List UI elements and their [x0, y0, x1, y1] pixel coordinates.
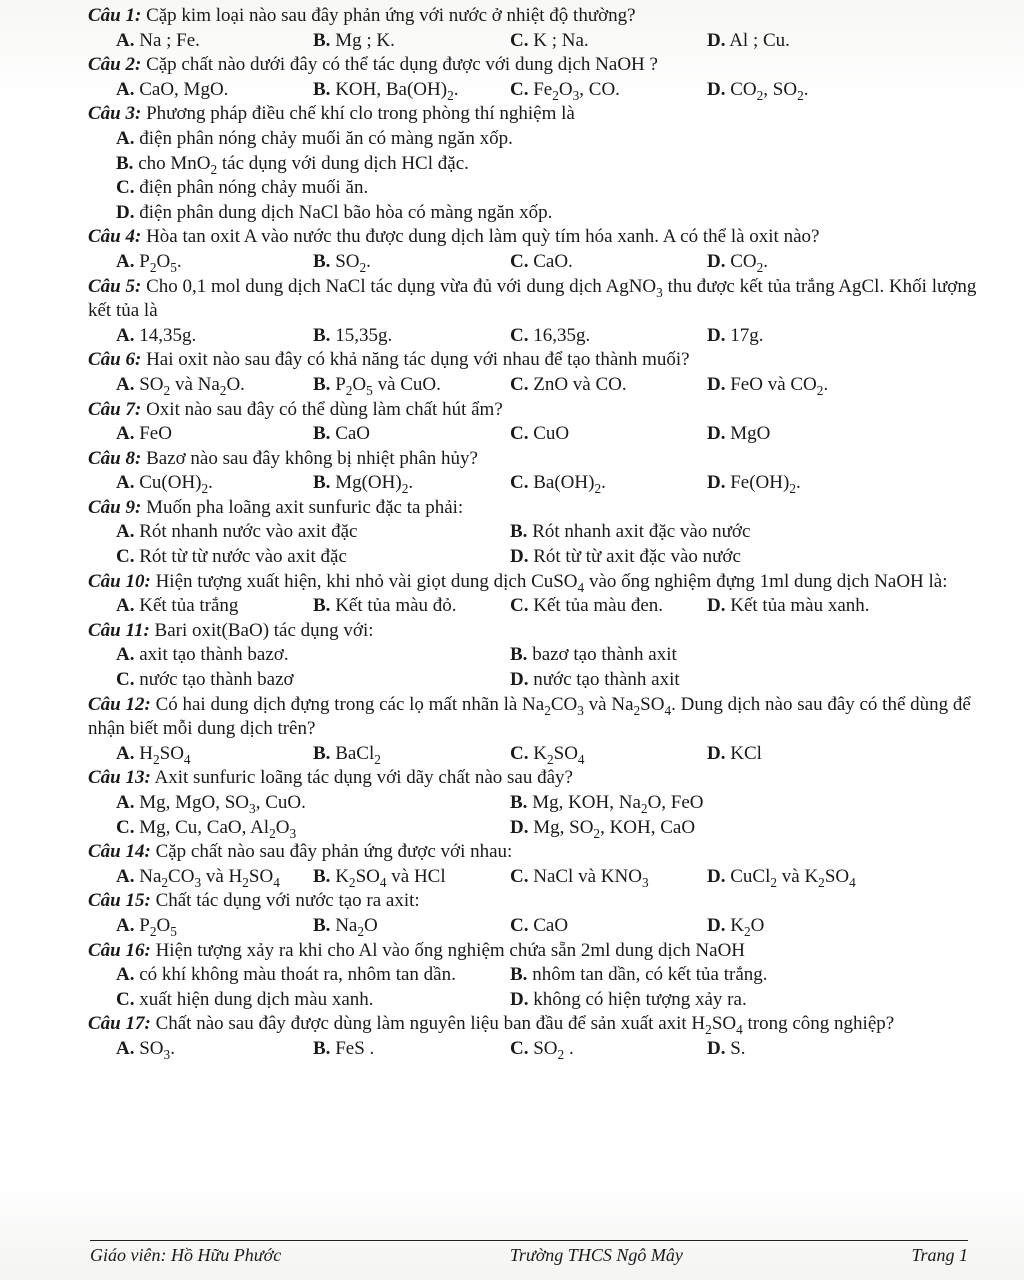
answer-option-d — [707, 324, 904, 349]
answer-option-c — [510, 865, 707, 890]
option-key: C. — [116, 669, 135, 691]
answer-option-b — [313, 250, 510, 275]
question-list — [88, 4, 978, 1062]
question-text: Bazơ nào sau đây không bị nhiệt phân hủy? — [146, 447, 478, 469]
answer-option-d — [707, 742, 904, 767]
question-label: Câu 13: — [88, 767, 151, 789]
answer-option-b — [313, 324, 510, 349]
question-label: Câu 5: — [88, 275, 142, 297]
question-17 — [88, 1012, 978, 1061]
answer-option-d — [707, 914, 904, 939]
question-text: Chất tác dụng với nước tạo ra axit: — [155, 890, 420, 912]
option-text: có khí không màu thoát ra, nhôm tan dần. — [139, 964, 456, 986]
question-label: Câu 6: — [88, 349, 142, 371]
option-key: A. — [116, 1037, 135, 1059]
option-key: B. — [313, 865, 331, 887]
option-key: C. — [116, 546, 135, 568]
option-text: Al ; Cu. — [729, 29, 790, 51]
answer-options — [116, 78, 978, 103]
option-key: D. — [707, 78, 726, 100]
option-key: A. — [116, 521, 135, 543]
option-text: FeO — [139, 423, 172, 445]
question-text: Muốn pha loãng axit sunfuric đặc ta phải: — [146, 496, 464, 518]
option-key: C. — [116, 988, 135, 1010]
option-key: C. — [116, 177, 135, 199]
question-label: Câu 7: — [88, 398, 142, 420]
answer-option-a — [116, 742, 313, 767]
question-text: Oxit nào sau đây có thể dùng làm chất hút ẩm? — [146, 398, 503, 420]
answer-option-a — [116, 422, 313, 447]
option-text: điện phân dung dịch NaCl bão hòa có màng ngăn xốp. — [139, 201, 553, 223]
option-text: Mg, Cu, CaO, $Al_2O_3$ — [139, 816, 297, 841]
option-key: D. — [707, 865, 726, 887]
question-text: Chất nào sau đây được dùng làm nguyên liệu ban đầu để sản xuất axit $H_2SO_4$ trong công nghiệp? — [155, 1013, 895, 1038]
option-key: B. — [313, 472, 331, 494]
answer-options — [116, 127, 978, 225]
answer-option-a — [116, 643, 510, 668]
question-5 — [88, 275, 978, 349]
option-key: C. — [510, 472, 529, 494]
option-text: NaCl và $KNO_3$ — [533, 865, 649, 890]
answer-option-b — [510, 963, 904, 988]
question-stem — [88, 102, 978, 127]
answer-option-b — [313, 29, 510, 54]
question-stem — [88, 225, 978, 250]
option-key: A. — [116, 595, 135, 617]
question-label: Câu 4: — [88, 226, 142, 248]
answer-options — [116, 865, 978, 890]
question-stem — [88, 840, 978, 865]
option-text: $Na_2CO_3$ và $H_2SO_4$ — [139, 865, 280, 890]
option-text: K ; Na. — [533, 29, 589, 51]
option-text: Rót từ từ axit đặc vào nước — [533, 546, 741, 568]
answer-option-b — [313, 373, 510, 398]
question-text: Cặp chất nào sau đây phản ứng được với nhau: — [155, 841, 513, 863]
answer-option-a — [116, 471, 313, 496]
option-key: C. — [510, 29, 529, 51]
option-text: 17g. — [730, 324, 764, 346]
option-text: Rót nhanh axit đặc vào nước — [532, 521, 751, 543]
answer-option-b — [510, 791, 904, 816]
option-text: nước tạo thành bazơ — [139, 669, 294, 691]
option-key: C. — [510, 595, 529, 617]
answer-option-a — [116, 791, 510, 816]
option-key: C. — [510, 423, 529, 445]
question-stem — [88, 496, 978, 521]
option-text: $Na_2O$ — [335, 914, 378, 939]
question-text: Có hai dung dịch đựng trong các lọ mất nhãn là $Na_2CO_3$ và $Na_2SO_4$. Dung dịch nào sau đây có thể dùng để nhận biết mỗi dung dịch trên? — [88, 693, 971, 740]
question-stem — [88, 693, 978, 742]
option-key: B. — [313, 29, 331, 51]
option-text: $Mg(OH)_2$. — [335, 472, 414, 497]
question-16 — [88, 939, 978, 1013]
question-text: Axit sunfuric loãng tác dụng với dãy chất nào sau đây? — [154, 767, 573, 789]
answer-options — [116, 520, 978, 569]
option-key: B. — [313, 373, 331, 395]
option-text: xuất hiện dung dịch màu xanh. — [139, 988, 374, 1010]
option-text: Na ; Fe. — [139, 29, 200, 51]
question-3 — [88, 102, 978, 225]
answer-option-d — [707, 29, 904, 54]
option-key: D. — [510, 669, 529, 691]
question-label: Câu 8: — [88, 447, 142, 469]
question-stem — [88, 4, 978, 29]
answer-option-a — [116, 250, 313, 275]
option-text: CuO — [533, 423, 570, 445]
answer-option-a — [116, 963, 510, 988]
option-key: D. — [707, 29, 726, 51]
answer-option-c — [510, 324, 707, 349]
answer-option-c — [116, 668, 510, 693]
option-key: A. — [116, 792, 135, 813]
option-key: D. — [707, 324, 726, 346]
question-stem — [88, 348, 978, 373]
question-text: Hiện tượng xuất hiện, khi nhỏ vài giọt dung dịch CuSO$_4$ vào ống nghiệm đựng 1ml dung dịch NaOH là: — [155, 570, 948, 595]
answer-option-b — [313, 1037, 510, 1062]
option-key: B. — [313, 1037, 331, 1059]
answer-option-a — [116, 78, 313, 103]
option-text: CuCl$_2$ và $K_2SO_4$ — [730, 865, 856, 890]
answer-options — [116, 324, 978, 349]
option-text: $H_2SO_4$ — [139, 742, 191, 767]
option-text: axit tạo thành bazơ. — [139, 644, 289, 666]
question-2 — [88, 53, 978, 102]
option-key: B. — [510, 644, 528, 666]
option-text: $CO_2$. — [730, 250, 769, 275]
option-key: A. — [116, 29, 135, 51]
option-text: FeO và $CO_2$. — [730, 373, 829, 398]
question-8 — [88, 447, 978, 496]
question-4 — [88, 225, 978, 274]
option-key: B. — [510, 964, 528, 986]
answer-options — [116, 914, 978, 939]
question-text: Hòa tan oxit A vào nước thu được dung dịch làm quỳ tím hóa xanh. A có thể là oxit nào? — [146, 226, 820, 248]
answer-option-b — [510, 643, 904, 668]
option-text: $SO_2$ . — [533, 1037, 574, 1062]
question-text: Hai oxit nào sau đây có khả năng tác dụng với nhau để tạo thành muối? — [146, 349, 690, 371]
answer-option-a — [116, 520, 510, 545]
footer-school: Trường THCS Ngô Mây — [509, 1245, 683, 1265]
question-label: Câu 2: — [88, 54, 142, 76]
option-key: B. — [510, 792, 528, 813]
answer-option-b — [116, 152, 978, 177]
option-text: S. — [730, 1037, 746, 1059]
option-key: B. — [313, 595, 331, 617]
answer-option-c — [510, 422, 707, 447]
option-text: $SO_2$. — [335, 250, 371, 275]
option-key: C. — [510, 865, 529, 887]
answer-option-b — [313, 78, 510, 103]
question-stem — [88, 766, 978, 791]
option-key: A. — [116, 914, 135, 936]
option-text: MgO — [730, 423, 771, 445]
answer-option-a — [116, 914, 313, 939]
answer-options — [116, 742, 978, 767]
answer-option-b — [313, 865, 510, 890]
option-key: A. — [116, 865, 135, 887]
answer-options — [116, 422, 978, 447]
option-key: D. — [707, 472, 726, 494]
option-text: nước tạo thành axit — [533, 669, 680, 691]
question-text: Cặp kim loại nào sau đây phản ứng với nước ở nhiệt độ thường? — [146, 5, 636, 26]
option-key: D. — [707, 423, 726, 445]
option-key: B. — [313, 742, 331, 764]
option-text: Rót nhanh nước vào axit đặc — [139, 521, 358, 543]
option-key: B. — [313, 324, 331, 346]
answer-option-a — [116, 127, 978, 152]
question-11 — [88, 619, 978, 693]
question-label: Câu 12: — [88, 693, 151, 715]
option-text: KOH, $Ba(OH)_2$. — [335, 78, 459, 103]
answer-options — [116, 594, 978, 619]
option-key: A. — [116, 964, 135, 986]
question-text: Cho 0,1 mol dung dịch NaCl tác dụng vừa đủ với dung dịch AgNO$_3$ thu được kết tủa trắng AgCl. Khối lượng kết tủa là — [88, 275, 977, 322]
option-text: $SO_2$ và $Na_2O$. — [139, 373, 245, 398]
answer-option-d — [510, 816, 904, 841]
answer-options — [116, 29, 978, 54]
question-label: Câu 1: — [88, 5, 142, 26]
answer-option-d — [510, 988, 904, 1013]
question-label: Câu 11: — [88, 619, 150, 641]
option-key: A. — [116, 373, 135, 395]
question-stem — [88, 939, 978, 964]
answer-options — [116, 1037, 978, 1062]
answer-option-c — [510, 373, 707, 398]
answer-option-a — [116, 373, 313, 398]
answer-option-c — [510, 29, 707, 54]
option-key: C. — [510, 1037, 529, 1059]
option-text: $Ba(OH)_2$. — [533, 472, 606, 497]
answer-option-d — [707, 250, 904, 275]
question-label: Câu 14: — [88, 841, 151, 863]
question-stem — [88, 1012, 978, 1037]
option-key: D. — [510, 546, 529, 568]
answer-option-c — [510, 250, 707, 275]
option-text: $P_2O_5$ và CuO. — [335, 373, 441, 398]
option-text: $Fe(OH)_2$. — [730, 472, 801, 497]
answer-option-c — [116, 988, 510, 1013]
option-key: B. — [313, 914, 331, 936]
option-text: BaCl$_2$ — [335, 742, 381, 767]
answer-option-c — [510, 471, 707, 496]
answer-option-b — [510, 520, 904, 545]
answer-options — [116, 643, 978, 692]
answer-option-c — [116, 545, 510, 570]
option-key: A. — [116, 324, 135, 346]
option-key: B. — [313, 423, 331, 445]
answer-option-a — [116, 324, 313, 349]
answer-options — [116, 791, 978, 840]
question-stem — [88, 53, 978, 78]
option-key: B. — [313, 250, 331, 272]
option-text: $Fe_2O_3$, CO. — [533, 78, 620, 103]
option-text: nhôm tan dần, có kết tủa trắng. — [532, 964, 768, 986]
question-text: Phương pháp điều chế khí clo trong phòng thí nghiệm là — [146, 103, 575, 125]
question-text: Hiện tượng xảy ra khi cho Al vào ống nghiệm chứa sẵn 2ml dung dịch NaOH — [155, 939, 746, 961]
question-label: Câu 10: — [88, 570, 151, 592]
option-text: 14,35g. — [139, 324, 197, 346]
option-key: B. — [510, 521, 528, 543]
question-stem — [88, 447, 978, 472]
option-key: C. — [510, 373, 529, 395]
question-label: Câu 9: — [88, 496, 142, 518]
question-stem — [88, 619, 978, 644]
answer-options — [116, 250, 978, 275]
option-text: 15,35g. — [335, 324, 393, 346]
option-text: CaO, MgO. — [139, 78, 229, 100]
question-12 — [88, 693, 978, 767]
option-key: A. — [116, 250, 135, 272]
option-text: cho MnO$_2$ tác dụng với dung dịch HCl đặc. — [138, 152, 469, 177]
answer-option-c — [510, 914, 707, 939]
question-label: Câu 3: — [88, 103, 142, 125]
option-text: CaO — [335, 423, 371, 445]
question-stem — [88, 398, 978, 423]
footer-teacher: Giáo viên: Hồ Hữu Phước — [90, 1245, 282, 1265]
option-key: D. — [707, 914, 726, 936]
answer-option-c — [510, 594, 707, 619]
question-stem — [88, 570, 978, 595]
answer-option-d — [707, 865, 904, 890]
option-text: $K_2SO_4$ và HCl — [335, 865, 446, 890]
question-14 — [88, 840, 978, 889]
question-1 — [88, 4, 978, 53]
answer-option-c — [510, 1037, 707, 1062]
answer-option-c — [116, 176, 978, 201]
option-key: D. — [116, 201, 135, 223]
option-text: Rót từ từ nước vào axit đặc — [139, 546, 347, 568]
option-text: CaO. — [533, 250, 573, 272]
option-text: không có hiện tượng xảy ra. — [533, 988, 747, 1010]
option-text: CaO — [533, 914, 569, 936]
question-13 — [88, 766, 978, 840]
answer-option-c — [510, 78, 707, 103]
answer-option-a — [116, 1037, 313, 1062]
option-key: D. — [707, 373, 726, 395]
option-text: $SO_3$. — [139, 1037, 175, 1062]
option-key: A. — [116, 127, 135, 149]
option-key: D. — [707, 595, 726, 617]
option-text: ZnO và CO. — [533, 373, 627, 395]
answer-option-d — [707, 1037, 904, 1062]
option-key: B. — [116, 152, 134, 174]
answer-option-b — [313, 471, 510, 496]
option-key: A. — [116, 423, 135, 445]
option-text: $Cu(OH)_2$. — [139, 472, 213, 497]
answer-options — [116, 471, 978, 496]
option-key: C. — [116, 816, 135, 838]
question-9 — [88, 496, 978, 570]
option-text: Mg, KOH, $Na_2O$, FeO — [532, 792, 704, 816]
answer-option-b — [313, 422, 510, 447]
answer-option-a — [116, 865, 313, 890]
option-text: Kết tủa màu đỏ. — [335, 595, 457, 617]
option-text: $K_2O$ — [730, 914, 765, 939]
option-text: $CO_2$, $SO_2$. — [730, 78, 809, 103]
option-text: Mg ; K. — [335, 29, 395, 51]
answer-options — [116, 963, 978, 1012]
option-text: Kết tủa trắng — [139, 595, 239, 617]
option-key: D. — [707, 250, 726, 272]
page-footer — [90, 1240, 968, 1266]
question-stem — [88, 275, 978, 324]
question-6 — [88, 348, 978, 397]
option-text: KCl — [730, 742, 762, 764]
answer-option-d — [510, 668, 904, 693]
answer-option-a — [116, 29, 313, 54]
option-text: $K_2SO_4$ — [533, 742, 585, 767]
question-text: Cặp chất nào dưới đây có thể tác dụng được với dung dịch NaOH ? — [146, 54, 658, 76]
option-key: A. — [116, 644, 135, 666]
question-label: Câu 15: — [88, 890, 151, 912]
answer-option-d — [707, 373, 904, 398]
option-text: Mg, MgO, $SO_3$, CuO. — [139, 792, 306, 816]
question-label: Câu 17: — [88, 1013, 151, 1035]
option-text: $P_2O_5$. — [139, 250, 182, 275]
answer-option-d — [707, 594, 904, 619]
answer-option-d — [707, 471, 904, 496]
option-key: A. — [116, 742, 135, 764]
answer-option-d — [707, 422, 904, 447]
option-key: C. — [510, 914, 529, 936]
question-7 — [88, 398, 978, 447]
answer-option-d — [116, 201, 978, 226]
option-key: D. — [510, 988, 529, 1010]
question-stem — [88, 889, 978, 914]
option-key: D. — [510, 816, 529, 838]
option-key: D. — [707, 1037, 726, 1059]
answer-option-b — [313, 594, 510, 619]
footer-page-number: Trang 1 — [911, 1245, 968, 1265]
option-text: 16,35g. — [533, 324, 591, 346]
option-text: FeS . — [335, 1037, 375, 1059]
option-text: Kết tủa màu đen. — [533, 595, 664, 617]
question-10 — [88, 570, 978, 619]
question-15 — [88, 889, 978, 938]
option-text: điện phân nóng chảy muối ăn có màng ngăn xốp. — [139, 127, 513, 149]
option-key: D. — [707, 742, 726, 764]
option-key: B. — [313, 78, 331, 100]
option-text: bazơ tạo thành axit — [532, 644, 677, 666]
option-text: Mg, $SO_2$, KOH, CaO — [533, 816, 696, 841]
answer-option-c — [510, 742, 707, 767]
option-text: Kết tủa màu xanh. — [730, 595, 870, 617]
answer-option-c — [116, 816, 510, 841]
option-text: $P_2O_5$ — [139, 914, 177, 939]
option-key: A. — [116, 472, 135, 494]
answer-options — [116, 373, 978, 398]
answer-option-a — [116, 594, 313, 619]
answer-option-d — [510, 545, 904, 570]
option-key: C. — [510, 742, 529, 764]
answer-option-b — [313, 742, 510, 767]
option-key: C. — [510, 324, 529, 346]
question-text: Bari oxit(BaO) tác dụng với: — [154, 619, 374, 641]
question-label: Câu 16: — [88, 939, 151, 961]
answer-option-b — [313, 914, 510, 939]
option-text: điện phân nóng chảy muối ăn. — [139, 177, 369, 199]
option-key: C. — [510, 78, 529, 100]
option-key: A. — [116, 78, 135, 100]
option-key: C. — [510, 250, 529, 272]
answer-option-d — [707, 78, 904, 103]
